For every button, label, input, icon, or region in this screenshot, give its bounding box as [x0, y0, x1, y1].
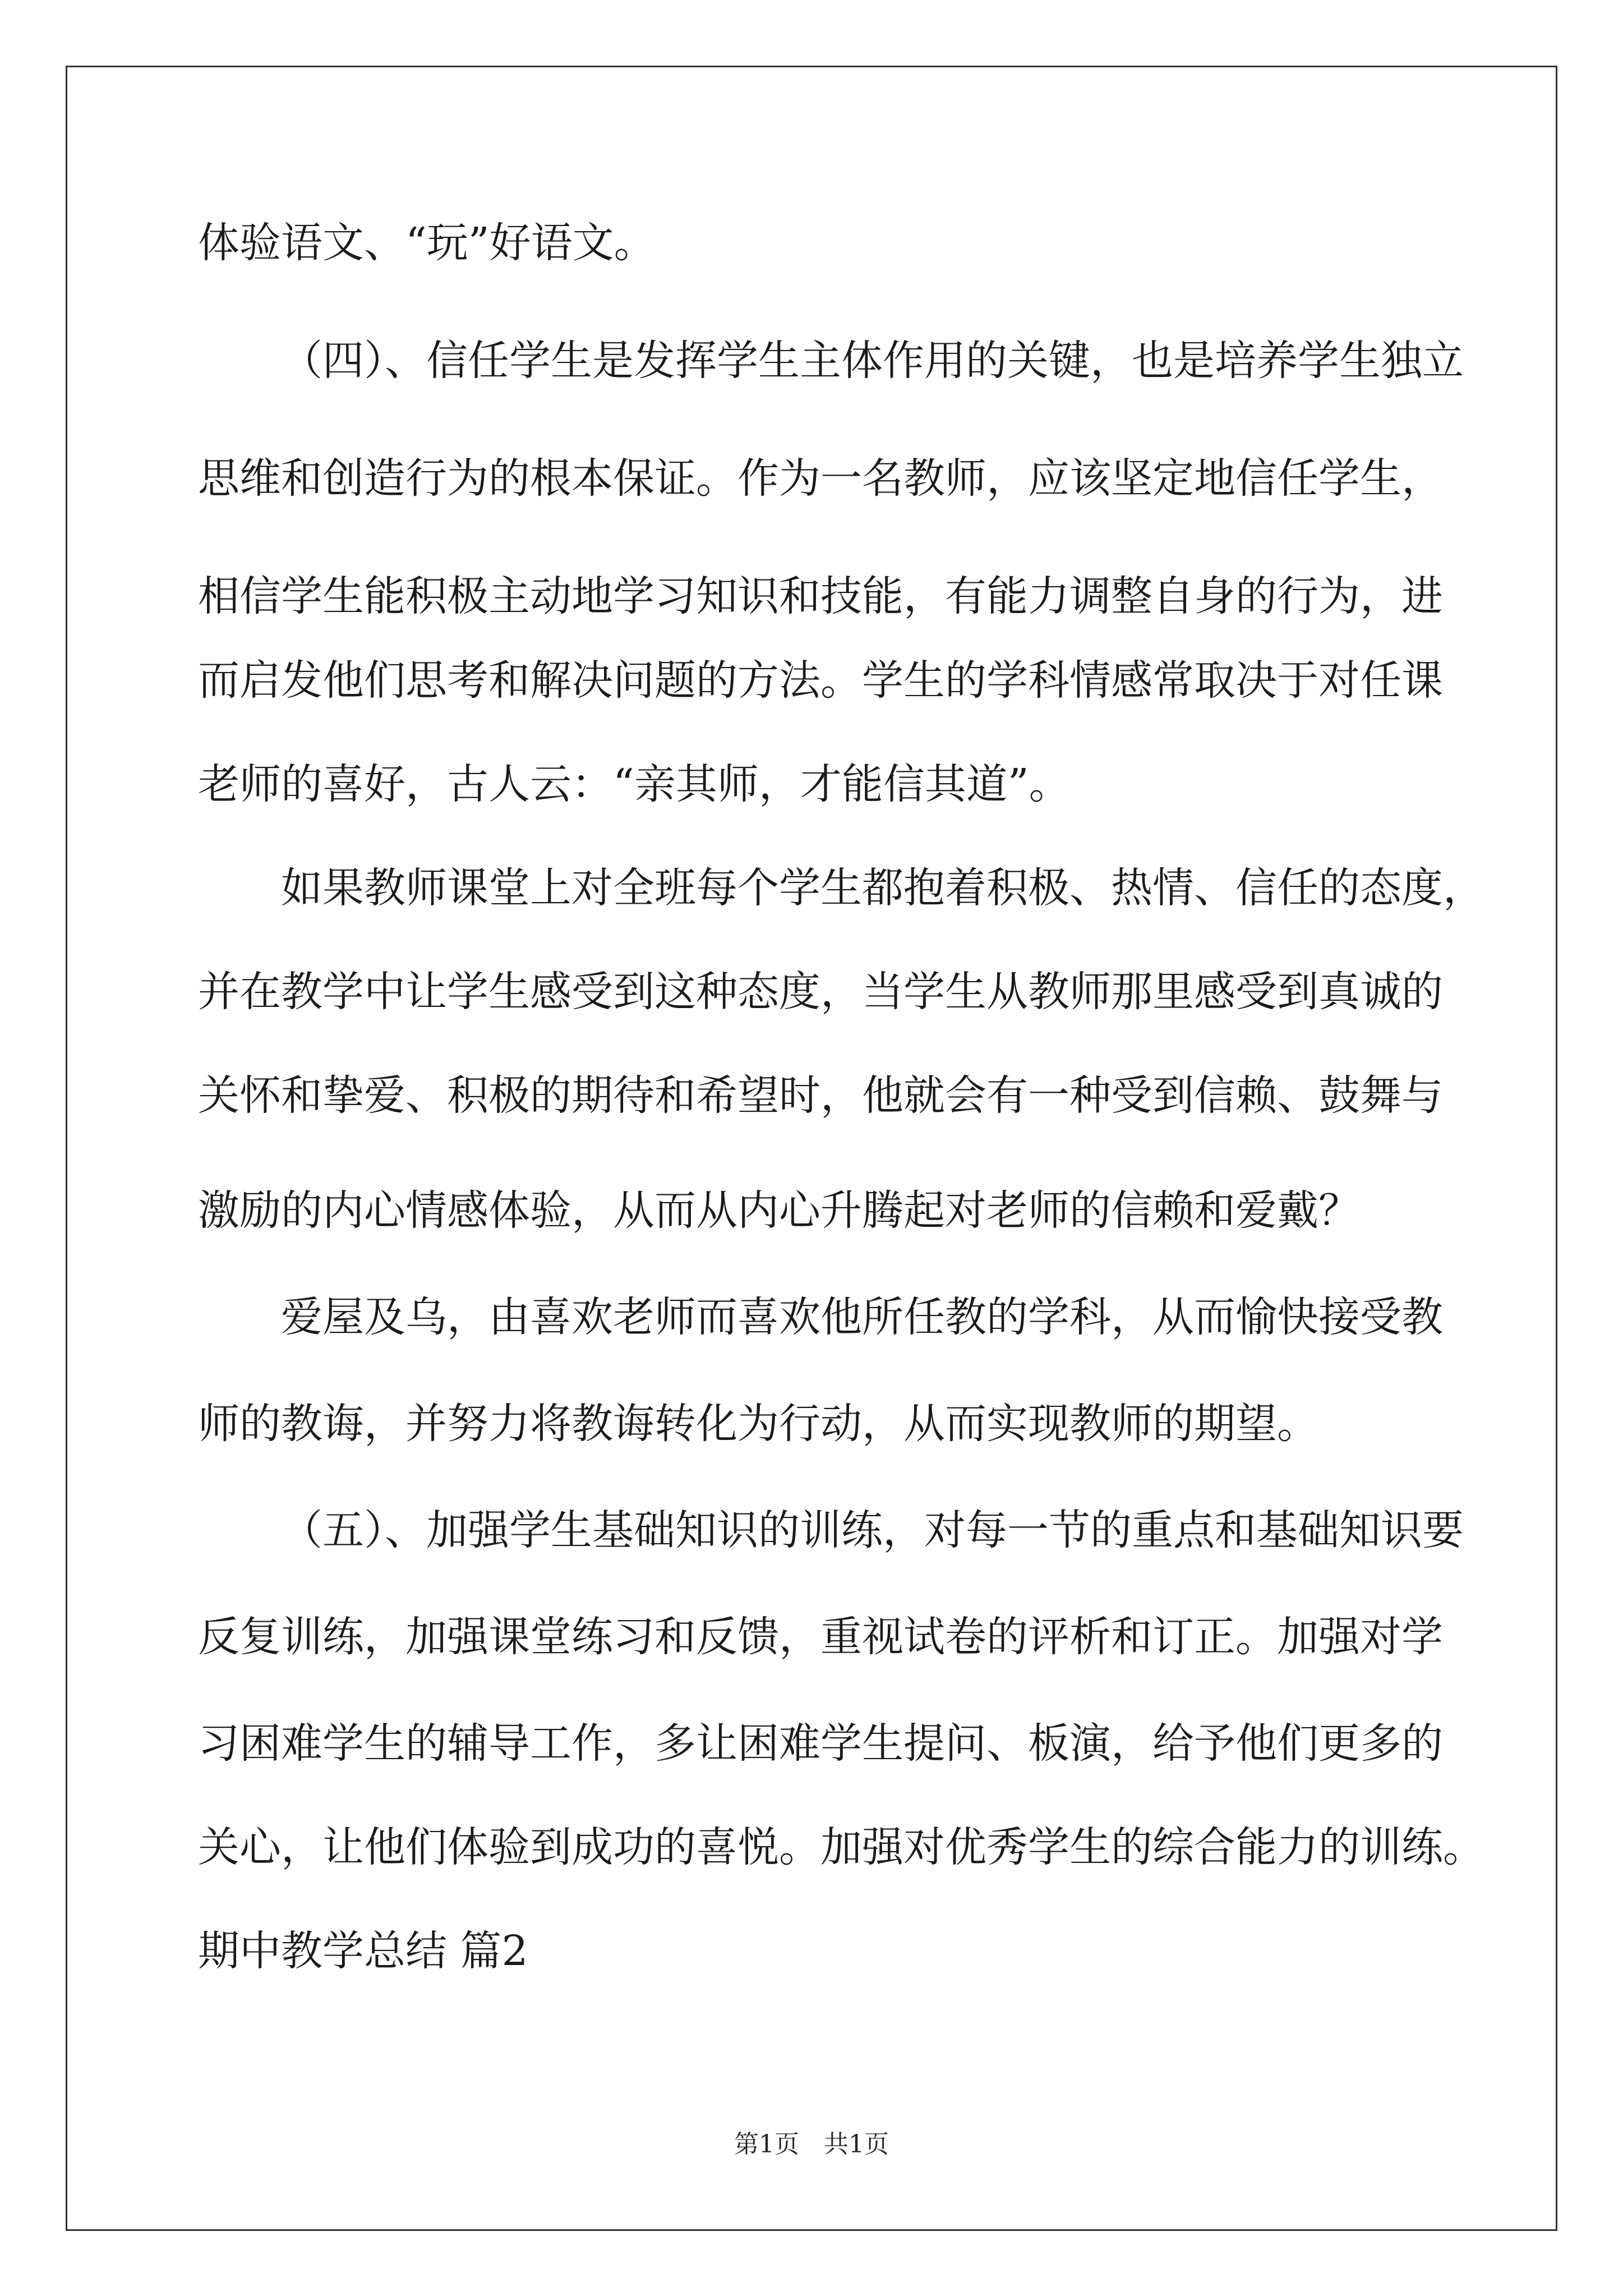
paragraph-line: 师的教诲，并努力将教诲转化为行动，从而实现教师的期望。 [198, 1400, 1318, 1448]
paragraph-line: 关怀和挚爱、积极的期待和希望时，他就会有一种受到信赖、鼓舞与 [198, 1071, 1443, 1120]
paragraph-line: 反复训练，加强课堂练习和反馈，重视试卷的评析和订正。加强对学 [198, 1613, 1443, 1661]
paragraph-line: 关心，让他们体验到成功的喜悦。加强对优秀学生的综合能力的训练。 [198, 1823, 1484, 1871]
paragraph-line: 而启发他们思考和解决问题的方法。学生的学科情感常取决于对任课 [198, 656, 1443, 705]
paragraph-line: 爱屋及乌，由喜欢老师而喜欢他所任教的学科，从而愉快接受教 [281, 1293, 1443, 1341]
paragraph-line: 习困难学生的辅导工作，多让困难学生提问、板演，给予他们更多的 [198, 1719, 1443, 1768]
paragraph-line: 老师的喜好，古人云：“亲其师，才能信其道”。 [198, 760, 1071, 808]
paragraph-line: 如果教师课堂上对全班每个学生都抱着积极、热情、信任的态度， [281, 864, 1484, 912]
paragraph-line: 相信学生能积极主动地学习知识和技能，有能力调整自身的行为，进 [198, 572, 1443, 620]
paragraph-line: 激励的内心情感体验，从而从内心升腾起对老师的信赖和爱戴？ [198, 1186, 1360, 1235]
paragraph-line: 体验语文、“玩”好语文。 [198, 219, 656, 267]
page-border [66, 66, 1557, 2231]
paragraph-line: 并在教学中让学生感受到这种态度，当学生从教师那里感受到真诚的 [198, 968, 1443, 1016]
paragraph-line: 思维和创造行为的根本保证。作为一名教师，应该坚定地信任学生， [198, 454, 1443, 503]
section-heading: 期中教学总结 篇2 [198, 1927, 528, 1975]
paragraph-line: （五）、加强学生基础知识的训练，对每一节的重点和基础知识要 [281, 1506, 1464, 1554]
page-number-footer: 第1页 共1页 [734, 2130, 889, 2159]
paragraph-line: （四）、信任学生是发挥学生主体作用的关键，也是培养学生独立 [281, 337, 1464, 385]
